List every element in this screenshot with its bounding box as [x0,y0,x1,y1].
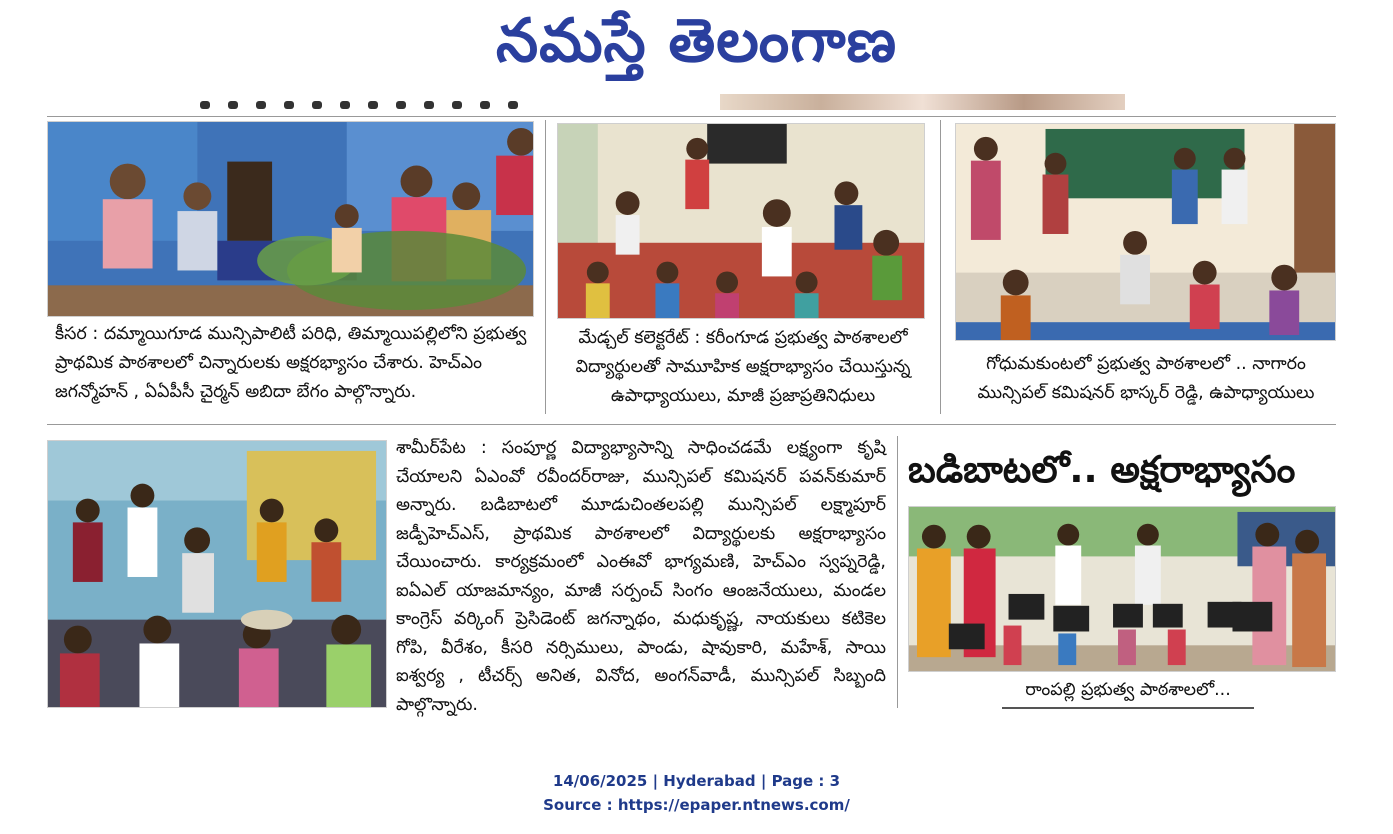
photo-rampally-school [908,506,1336,672]
caption-thimmaipally: కీసర : దమ్మాయిగూడ మున్సిపాలిటీ పరిధి, తిమ్మాయిపల్లిలోని ప్రభుత్వ ప్రాథమిక పాఠశాలలో చిన్నారులకు అక్షరభ్యాసం చేశారు. హెచ్ఎం జగన్మోహన్ , ఏఏపీసీ చైర్మన్ అబిదా బేగం పాల్గొన్నారు. [55,324,527,402]
previous-section-text-strip [200,94,680,110]
divider-middle [47,424,1336,425]
divider-top [47,116,1336,117]
previous-section-photo-strip [720,94,1125,110]
headline-badibata: బడిబాటలో.. అక్షరాభ్యాసం [908,448,1296,491]
footer-source-link[interactable]: Source : https://epaper.ntnews.com/ [543,796,850,814]
photo-godhumakunta-school [955,123,1336,341]
story-shamirpet-body: శామీర్‌పేట : సంపూర్ణ విద్యాభ్యాసాన్ని సాధించడమే లక్ష్యంగా కృషి చేయాలని ఏఎంవో రవీందర్‌రాజు, మున్సిపల్ కమిషనర్ పవన్‌కుమార్ అన్నారు. బడిబాటలో మూడుచింతలపల్లి మున్సిపల్ లక్ష్మాపూర్ జడ్పీహెచ్ఎస్, ప్రాథమిక పాఠశాలలో విద్యార్థులకు అక్షరాభ్యాసం చేయించారు. కార్యక్రమంలో ఎంఈవో భాగ్యమణి, హెచ్ఎం స్వప్నరెడ్డి, ఐఏఎల్ యాజమాన్యం, మాజీ సర్పంచ్ సింగం ఆంజనేయులు, మండల కాంగ్రెస్ వర్కింగ్ ప్రెసిడెంట్ జగన్నాథం, మధుకృష్ణ, నాయకులు కటికెల గోపి, వీరేశం, కీసరి నర్సిములు, పాండు, షావుకారి, మహేశ్, సాయి ఐశ్వర్య , టీచర్స్ అనిత, వినోద, అంగన్‌వాడీ, మున్సిపల్ సిబ్బంది పాల్గొన్నారు. [396,438,886,715]
footer-date-edition: 14/06/2025 | Hyderabad | Page : 3 [552,772,841,790]
photo-thimmaipally-school [47,121,534,317]
photo-kareemguda-school [557,123,925,319]
divider-col-1 [545,120,546,414]
caption-godhumakunta: గోధుమకుంటలో ప్రభుత్వ పాఠశాలలో .. నాగారం మున్సిపల్ కమిషనర్ భాస్కర్ రెడ్డి, ఉపాధ్యాయులు [977,354,1315,403]
caption-rampally: రాంపల్లి ప్రభుత్వ పాఠశాలలో... [1025,680,1231,700]
masthead-title: నమస్తే తెలంగాణ [495,6,898,76]
photo-shamirpet-event [47,440,387,708]
divider-col-2 [940,120,941,414]
caption-kareemguda: మేడ్చల్ కలెక్టరేట్ : కరీంగూడ ప్రభుత్వ పాఠశాలలో విద్యార్థులతో సామూహిక అక్షరాభ్యాసం చేయిస్తున్న ఉపాధ్యాయులు, మాజీ ప్రజాప్రతినిధులు [575,328,911,406]
caption-underline [1002,707,1254,709]
divider-col-3 [897,436,898,708]
